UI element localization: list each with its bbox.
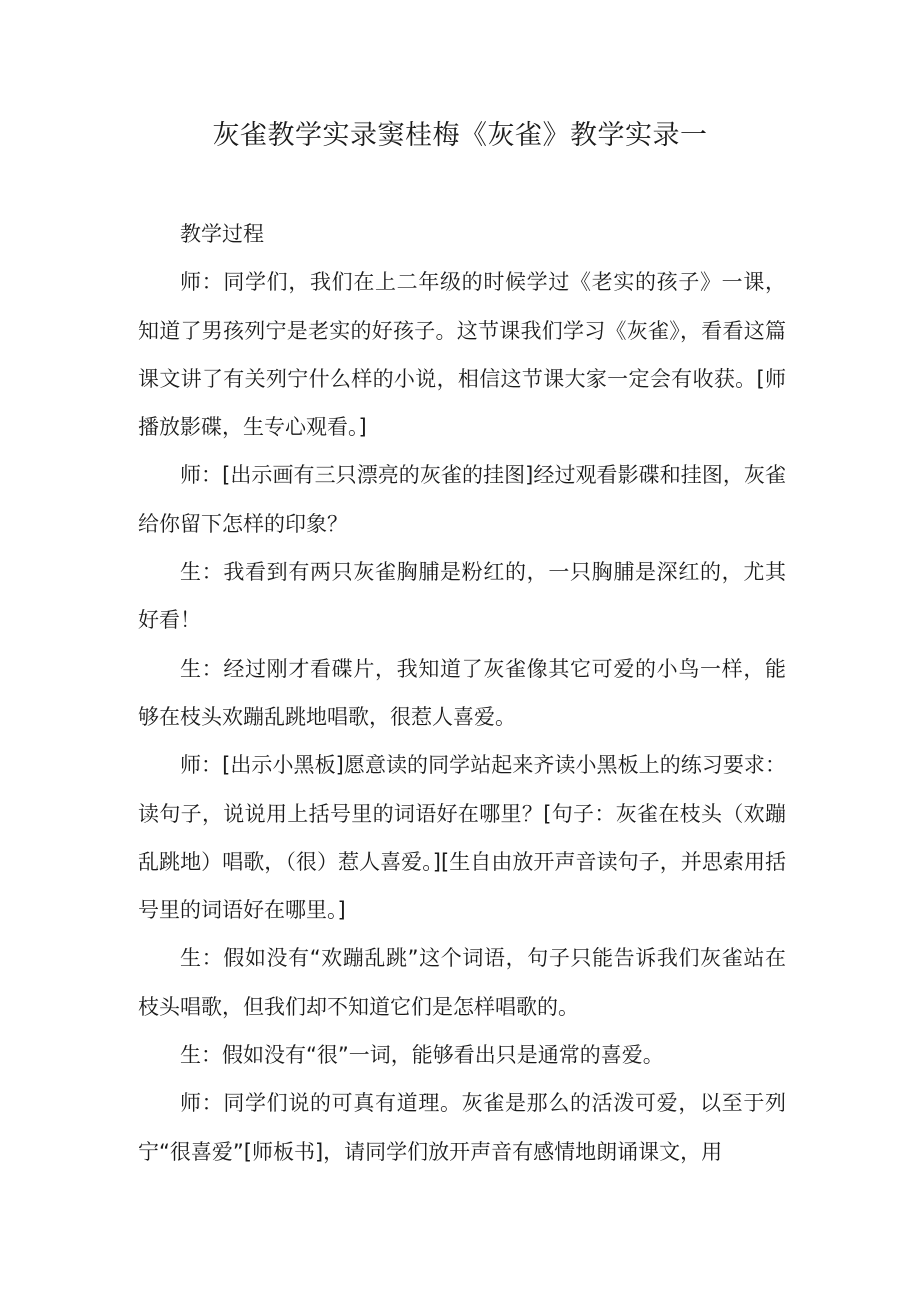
paragraph: 生：假如没有“很”一词，能够看出只是通常的喜爱。: [180, 1043, 664, 1068]
paragraph: 生：我看到有两只灰雀胸脯是粉红的，一只胸脯是深红的，尤其好看！: [138, 560, 786, 633]
paragraph: 师：同学们说的可真有道理。灰雀是那么的活泼可爱，以至于列宁“很喜爱”[师板书]，请同学们放开声音有感情地朗诵课文，用: [138, 1091, 786, 1164]
document-body: [138, 210, 786, 1176]
paragraph: 师：[出示画有三只漂亮的灰雀的挂图]经过观看影碟和挂图，灰雀给你留下怎样的印象？: [138, 463, 786, 536]
paragraph: 生：经过刚才看碟片，我知道了灰雀像其它可爱的小鸟一样，能够在枝头欢蹦乱跳地唱歌，很惹人喜爱。: [138, 656, 786, 729]
paragraph-heading: 教学过程: [180, 222, 264, 246]
paragraph: 师：[出示小黑板]愿意读的同学站起来齐读小黑板上的练习要求：读句子，说说用上括号里的词语好在哪里？[句子：灰雀在枝头（欢蹦乱跳地）唱歌，（很）惹人喜爱。][生自由放开声音读句子，并思索用括号里的词语好在哪里。]: [138, 753, 786, 923]
paragraph: 生：假如没有“欢蹦乱跳”这个词语，句子只能告诉我们灰雀站在枝头唱歌，但我们却不知道它们是怎样唱歌的。: [138, 946, 786, 1019]
paragraph: 师：同学们，我们在上二年级的时候学过《老实的孩子》一课，知道了男孩列宁是老实的好孩子。这节课我们学习《灰雀》，看看这篇课文讲了有关列宁什么样的小说，相信这节课大家一定会有收获。[师播放影碟，生专心观看。]: [138, 270, 786, 440]
document-title: 灰雀教学实录窦桂梅《灰雀》教学实录一: [212, 120, 708, 151]
